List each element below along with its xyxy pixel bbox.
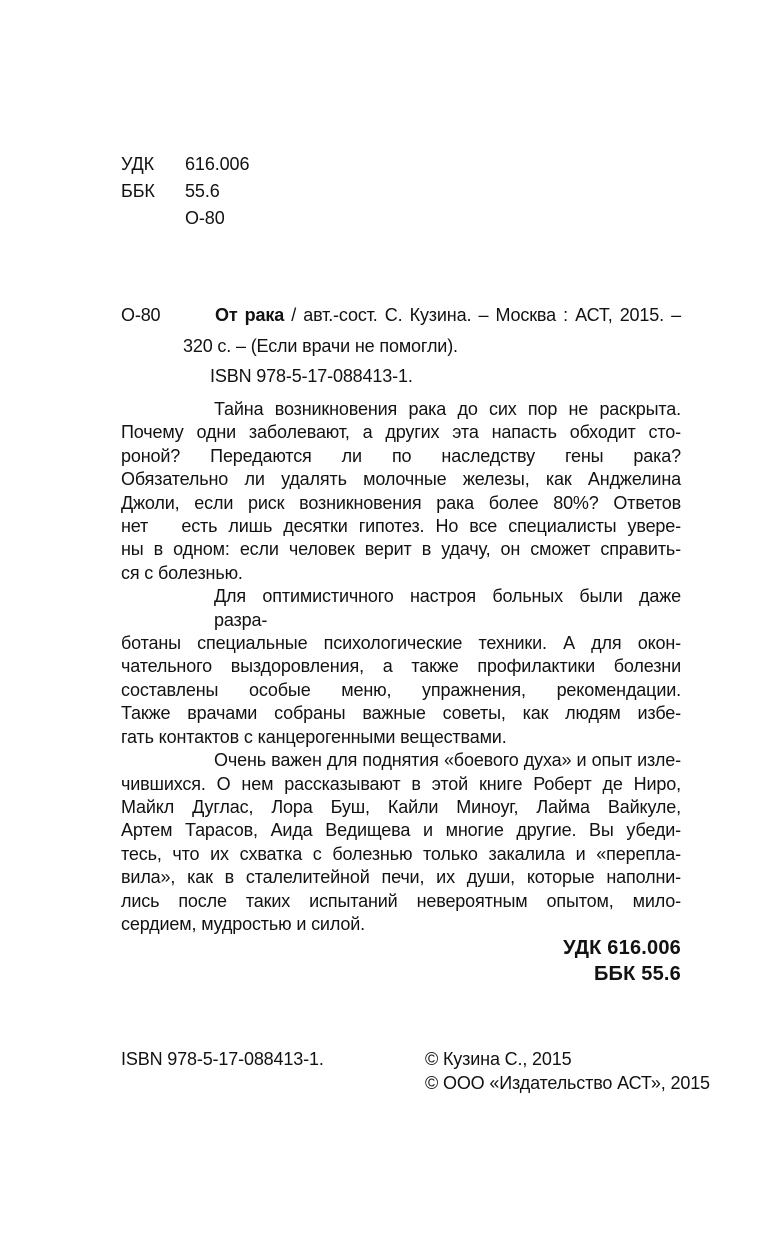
bbk-value: 55.6 [185, 181, 220, 201]
citation-author-code: О-80 [121, 305, 161, 325]
citation-block [121, 300, 681, 392]
codes-right-block [563, 936, 681, 987]
annotation-line: Для оптимистичного настроя больных были даже разра- [214, 586, 681, 630]
udk-bold: УДК 616.006 [563, 937, 681, 959]
annotation-line: Артем Тарасов, Аида Ведищева и многие другие. Вы убеди- [121, 820, 681, 841]
annotation-line: гать контактов с канцерогенными веществами. [121, 726, 507, 747]
copyright-publisher: © ООО «Издательство АСТ», 2015 [425, 1072, 710, 1093]
author-code-row [121, 205, 249, 232]
citation-rest: / авт.-сост. С. Кузина. – Москва : АСТ, 2015. – [284, 305, 681, 325]
annotation-line: Обязательно ли удалять молочные железы, как Анджелина [121, 469, 681, 490]
annotation-line: составлены особые меню, упражнения, рекомендации. [121, 679, 681, 700]
annotation-line: Очень важен для поднятия «боевого духа» и опыт изле- [214, 750, 681, 771]
book-title: От рака [215, 305, 285, 325]
bbk-bold: ББК 55.6 [593, 962, 681, 985]
top-codes-block [121, 151, 249, 232]
annotation-line: ны в одном: если человек верит в удачу, он сможет справить- [121, 539, 681, 560]
annotation-paragraph-2 [121, 585, 681, 749]
annotation-line: Джоли, если риск возникновения рака более 80%? Ответов [121, 492, 681, 513]
annotation-line: нет есть лишь десятки гипотез. Но все специалисты увере- [121, 516, 681, 537]
copyright-author: © Кузина С., 2015 [425, 1049, 572, 1069]
annotation-line: сердием, мудростью и силой. [121, 913, 366, 934]
annotation-line: ботаны специальные психологические техники. А для окон- [121, 633, 681, 654]
udk-label: УДК [121, 154, 155, 174]
udk-value: 616.006 [185, 154, 250, 174]
annotation-paragraph-1 [121, 398, 681, 585]
annotation-line: вила», как в сталелитейной печи, их души, которые наполни- [121, 867, 681, 888]
citation-line-1 [121, 300, 681, 331]
annotation-line: чившихся. О нем рассказывают в этой книге Роберт де Ниро, [121, 773, 681, 794]
annotation-line: Тайна возникновения рака до сих пор не раскрыта. [214, 399, 681, 419]
annotation-line: Почему одни заболевают, а других эта напасть обходит сто- [121, 422, 681, 443]
bbk-label: ББК [121, 181, 155, 201]
footer-isbn: ISBN 978-5-17-088413-1. [121, 1049, 324, 1069]
annotation-line: Также врачами собраны важные советы, как людям избе- [121, 703, 681, 724]
annotation-paragraph-3 [121, 749, 681, 936]
udk-row [121, 151, 249, 178]
copyright-block [425, 1048, 710, 1095]
bbk-row [121, 178, 249, 205]
author-code-value: О-80 [185, 208, 225, 228]
annotation-line: роной? Передаются ли по наследству гены рака? [121, 445, 681, 466]
annotation-line: ся с болезнью. [121, 562, 243, 583]
citation-line-2: 320 с. – (Если врачи не помогли). [183, 335, 458, 356]
annotation-line: тесь, что их схватка с болезнью только закалила и «перепла- [121, 843, 681, 864]
annotation-line: Майкл Дуглас, Лора Буш, Кайли Миноуг, Лайма Вайкуле, [121, 796, 681, 817]
annotation-block [121, 398, 681, 936]
annotation-line: чательного выздоровления, а также профилактики болезни [121, 656, 681, 677]
citation-isbn: ISBN 978-5-17-088413-1. [210, 366, 413, 386]
annotation-line: лись после таких испытаний невероятным опытом, мило- [121, 890, 681, 911]
